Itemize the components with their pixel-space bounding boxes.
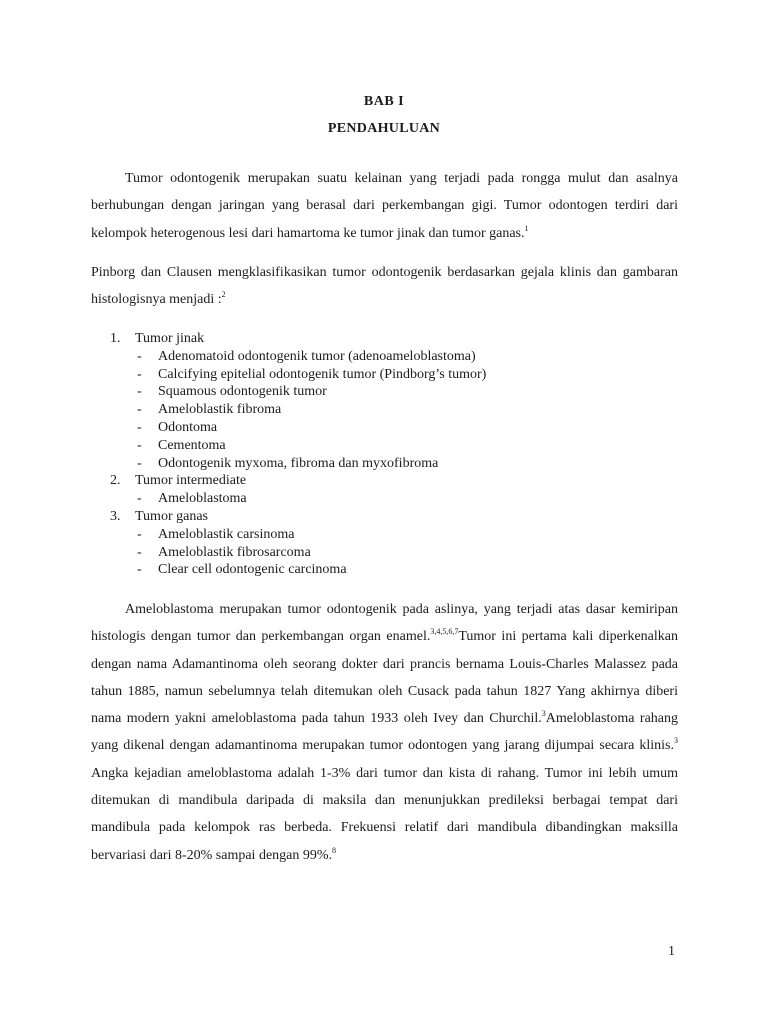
list-subitem-text: Clear cell odontogenic carcinoma [158,562,347,578]
list-subitem [110,544,670,562]
list-subitem-text: Calcifying epitelial odontogenik tumor (Pindborg’s tumor) [158,366,487,382]
dash-bullet: - [137,384,142,400]
list-subitem-text: Ameloblastik fibrosarcoma [158,544,311,560]
list-group-item [110,508,670,526]
citation: 2 [221,290,226,300]
list-subitem-text: Squamous odontogenik tumor [158,384,327,400]
citation: 3 [674,736,678,746]
dash-bullet: - [137,491,142,507]
citation: 8 [332,845,337,855]
list-subitem-text: Odontoma [158,419,218,435]
citation: 3,4,5,6,7 [430,627,459,637]
list-subitem-text: Cementoma [158,437,226,453]
list-subitem-text: Ameloblastik fibroma [158,402,282,418]
dash-bullet: - [137,544,142,560]
paragraph-text: Ameloblastoma rahang yang dikenal dengan adamantinoma merupakan tumor odontogen yang jarang dijumpai secara klinis. [91,711,678,754]
page-number: 1 [668,944,675,959]
tumor-classification-list [110,330,670,579]
intro-paragraph [91,165,678,247]
classification-paragraph [91,259,678,314]
chapter-heading: BAB I [363,94,405,109]
list-subitem [110,383,670,401]
dash-bullet: - [137,562,142,578]
paragraph-text: Angka kejadian ameloblastoma adalah 1-3% dari tumor dan kista di rahang. Tumor ini lebih umum ditemukan di mandibula daripada di maksila dan menunjukkan predileksi berbagai tempat dari mandibula pada kelompok ras berbeda. Frekuensi relatif dari mandibula dibandingkan maksilla bervariasi dari 8-20% sampai dengan 99%. [91,765,678,863]
list-group-item [110,330,670,348]
list-group-label: Tumor jinak [135,331,205,346]
list-group-item [110,472,670,490]
list-subitem [110,526,670,544]
list-group-label: Tumor ganas [135,508,208,524]
list-subitem-text: Odontogenik myxoma, fibroma dan myxofibroma [158,455,439,471]
paragraph-text: Tumor odontogenik merupakan suatu kelainan yang terjadi pada rongga mulut dan asalnya berhubungan dengan jaringan yang berasal dari perkembangan gigi. Tumor odontogen terdiri dari kelompok heterogenous lesi dari hamartoma ke tumor jinak dan tumor ganas. [91,171,678,241]
list-subitem [110,561,670,579]
list-subitem-text: Adenomatoid odontogenik tumor (adenoameloblastoma) [158,348,476,364]
dash-bullet: - [137,402,142,418]
citation: 1 [524,223,529,233]
paragraph-text: Pinborg dan Clausen mengklasifikasikan tumor odontogenik berdasarkan gejala klinis dan gambaran histologisnya menjadi : [91,265,678,308]
paragraph-text: Ameloblastoma merupakan tumor odontogenik pada aslinya, yang terjadi atas dasar kemiripan histologis dengan tumor dan perkembangan organ enamel. [91,602,678,645]
list-subitem [110,401,670,419]
list-subitem [110,437,670,455]
list-subitem [110,419,670,437]
dash-bullet: - [137,348,142,364]
list-number: 3. [110,508,121,524]
list-subitem [110,366,670,384]
dash-bullet: - [137,366,142,382]
list-number: 1. [110,331,121,346]
citation: 3 [541,709,546,719]
list-subitem [110,490,670,508]
list-subitem-text: Ameloblastik carsinoma [158,526,295,542]
ameloblastoma-paragraph [91,596,678,869]
dash-bullet: - [137,437,142,453]
dash-bullet: - [137,526,142,542]
list-subitem [110,348,670,366]
dash-bullet: - [137,419,142,435]
chapter-title: PENDAHULUAN [327,121,441,136]
list-subitem [110,455,670,473]
list-subitem-text: Ameloblastoma [158,491,247,507]
paragraph-text: Tumor ini pertama kali diperkenalkan dengan nama Adamantinoma oleh seorang dokter dari prancis bernama Louis-Charles Malassez pada tahun 1885, namun sebelumnya telah ditemukan oleh Cusack pada tahun 1827 Yang akhirnya diberi nama modern yakni ameloblastoma pada tahun 1933 oleh Ivey dan Churchil. [91,629,679,727]
list-group-label: Tumor intermediate [135,473,247,489]
list-number: 2. [110,473,121,489]
dash-bullet: - [137,455,142,471]
